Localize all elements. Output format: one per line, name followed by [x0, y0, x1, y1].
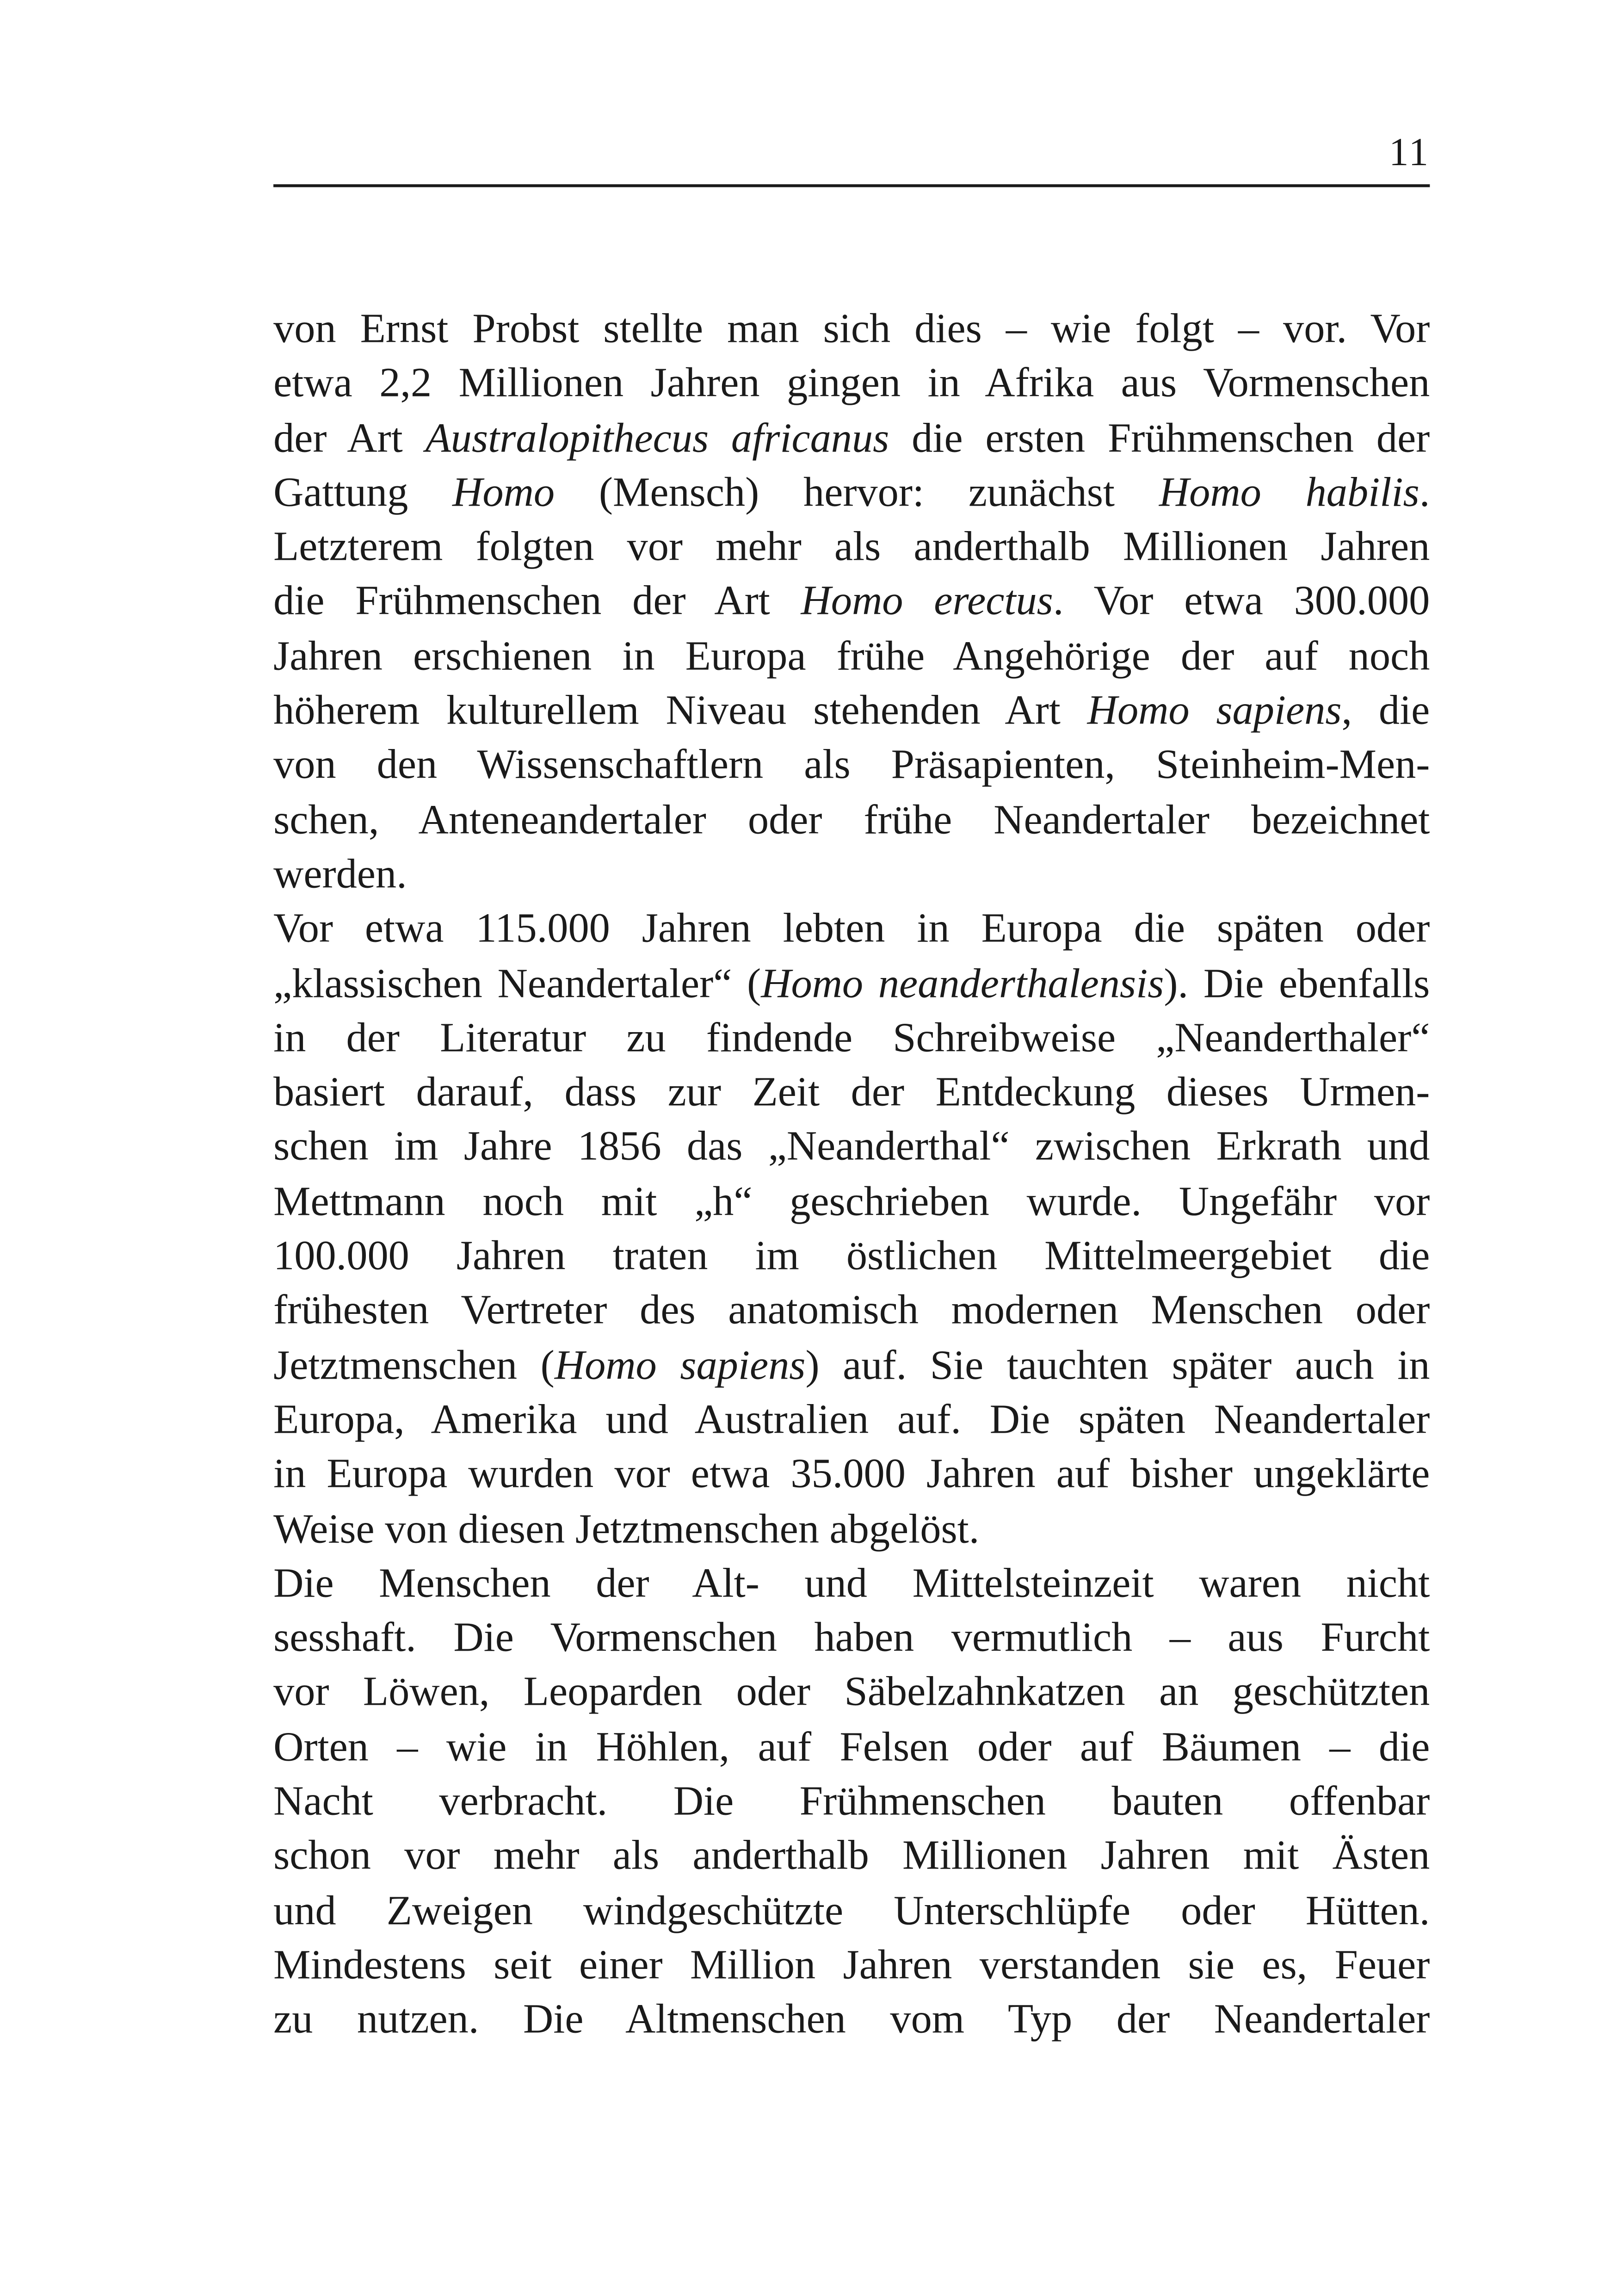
- text-run: basiert darauf, dass zur Zeit der Entdeckung dieses Urmen-: [273, 1071, 1430, 1116]
- text-run: Vor etwa 115.000 Jahren lebten in Europa die späten oder: [273, 907, 1430, 953]
- text-run: die Frühmenschen der Art: [273, 580, 801, 625]
- text-run: 100.000 Jahren traten im östlichen Mittelmeergebiet die: [273, 1234, 1430, 1280]
- text-run: vor Löwen, Leoparden oder Säbelzahnkatzen an geschützten: [273, 1671, 1430, 1716]
- text-run: Letzterem folgten vor mehr als anderthalb Millionen Jahren: [273, 525, 1430, 571]
- text-run: . Vor etwa 300.000: [1053, 580, 1430, 625]
- text-line: [273, 1666, 1430, 1721]
- text-run: in Europa wurden vor etwa 35.000 Jahren auf bisher ungeklärte: [273, 1452, 1430, 1498]
- italic-term: Homo: [452, 470, 555, 516]
- text-line: [273, 303, 1430, 357]
- text-line: [273, 848, 1430, 903]
- text-line: [273, 1284, 1430, 1339]
- text-line: [273, 1012, 1430, 1066]
- text-run: werden.: [273, 852, 407, 898]
- text-line: [273, 793, 1430, 848]
- italic-term: Homo habilis: [1159, 470, 1420, 516]
- text-line: [273, 1939, 1430, 1993]
- text-line: [273, 957, 1430, 1012]
- text-line: [273, 1612, 1430, 1666]
- text-line: [273, 1066, 1430, 1121]
- text-run: Europa, Amerika und Australien auf. Die späten Neandertaler: [273, 1398, 1430, 1443]
- text-line: [273, 1503, 1430, 1557]
- text-run: in der Literatur zu findende Schreibweise „Neanderthaler“: [273, 1016, 1430, 1062]
- text-line: [273, 903, 1430, 957]
- text-run: , die: [1341, 689, 1430, 735]
- text-line: [273, 1993, 1430, 2048]
- text-run: Weise von diesen Jetztmenschen abgelöst.: [273, 1507, 980, 1553]
- text-line: [273, 1176, 1430, 1230]
- text-run: .: [1419, 470, 1430, 516]
- text-run: (Mensch) hervor: zunächst: [555, 470, 1159, 516]
- italic-term: Homo sapiens: [554, 1343, 806, 1389]
- text-run: Gattung: [273, 470, 453, 516]
- text-run: Nacht verbracht. Die Frühmenschen bauten offenbar: [273, 1779, 1430, 1825]
- text-line: [273, 1720, 1430, 1775]
- text-run: frühesten Vertreter des anatomisch modernen Menschen oder: [273, 1288, 1430, 1334]
- text-run: zu nutzen. Die Altmenschen vom Typ der Neandertaler: [273, 1998, 1430, 2043]
- text-line: [273, 1448, 1430, 1503]
- body-text: [273, 303, 1430, 2048]
- text-line: [273, 685, 1430, 739]
- text-line: [273, 1230, 1430, 1284]
- text-run: von den Wissenschaftlern als Präsapienten, Steinheim-Men-: [273, 743, 1430, 789]
- text-run: sesshaft. Die Vormenschen haben vermutlich – aus Furcht: [273, 1616, 1430, 1662]
- text-run: schon vor mehr als anderthalb Millionen Jahren mit Ästen: [273, 1834, 1430, 1880]
- text-run: Mettmann noch mit „h“ geschrieben wurde. Ungefähr vor: [273, 1180, 1430, 1225]
- text-run: etwa 2,2 Millionen Jahren gingen in Afrika aus Vormenschen: [273, 361, 1430, 407]
- text-run: die ersten Frühmenschen der: [889, 416, 1430, 462]
- paragraph: [273, 1557, 1430, 2048]
- text-run: Jahren erschienen in Europa frühe Angehörige der auf noch: [273, 634, 1430, 680]
- text-run: der Art: [273, 416, 426, 462]
- paragraph: [273, 903, 1430, 1557]
- text-line: [273, 1775, 1430, 1830]
- text-line: [273, 412, 1430, 466]
- italic-term: Australopithecus africanus: [425, 416, 889, 462]
- italic-term: Homo neanderthalensis: [761, 961, 1164, 1007]
- text-line: [273, 630, 1430, 685]
- text-line: [273, 1557, 1430, 1612]
- text-line: [273, 357, 1430, 412]
- text-run: Mindestens seit einer Million Jahren verstanden sie es, Feuer: [273, 1943, 1430, 1989]
- text-run: schen im Jahre 1856 das „Neanderthal“ zwischen Erkrath und: [273, 1125, 1430, 1171]
- text-run: ). Die ebenfalls: [1164, 961, 1430, 1007]
- text-run: ) auf. Sie tauchten später auch in: [805, 1343, 1430, 1389]
- text-line: [273, 1884, 1430, 1939]
- text-run: Jetztmenschen (: [273, 1343, 555, 1389]
- text-line: [273, 576, 1430, 630]
- text-run: und Zweigen windgeschützte Unterschlüpfe oder Hütten.: [273, 1888, 1430, 1934]
- text-run: „klassischen Neandertaler“ (: [273, 961, 761, 1007]
- text-line: [273, 1830, 1430, 1884]
- text-line: [273, 521, 1430, 576]
- text-run: Die Menschen der Alt- und Mittelsteinzeit waren nicht: [273, 1561, 1430, 1607]
- paragraph: [273, 303, 1430, 903]
- text-run: schen, Anteneandertaler oder frühe Neandertaler bezeichnet: [273, 798, 1430, 843]
- text-line: [273, 1121, 1430, 1176]
- header-rule: [273, 184, 1430, 187]
- text-line: [273, 739, 1430, 793]
- text-line: [273, 466, 1430, 521]
- italic-term: Homo sapiens: [1087, 689, 1342, 735]
- page-number: 11: [1389, 130, 1430, 174]
- text-run: höherem kulturellem Niveau stehenden Art: [273, 689, 1087, 735]
- text-run: Orten – wie in Höhlen, auf Felsen oder auf Bäumen – die: [273, 1725, 1430, 1770]
- text-run: von Ernst Probst stellte man sich dies – wie folgt – vor. Vor: [273, 307, 1430, 353]
- text-line: [273, 1393, 1430, 1448]
- text-line: [273, 1339, 1430, 1393]
- italic-term: Homo erectus: [801, 580, 1053, 625]
